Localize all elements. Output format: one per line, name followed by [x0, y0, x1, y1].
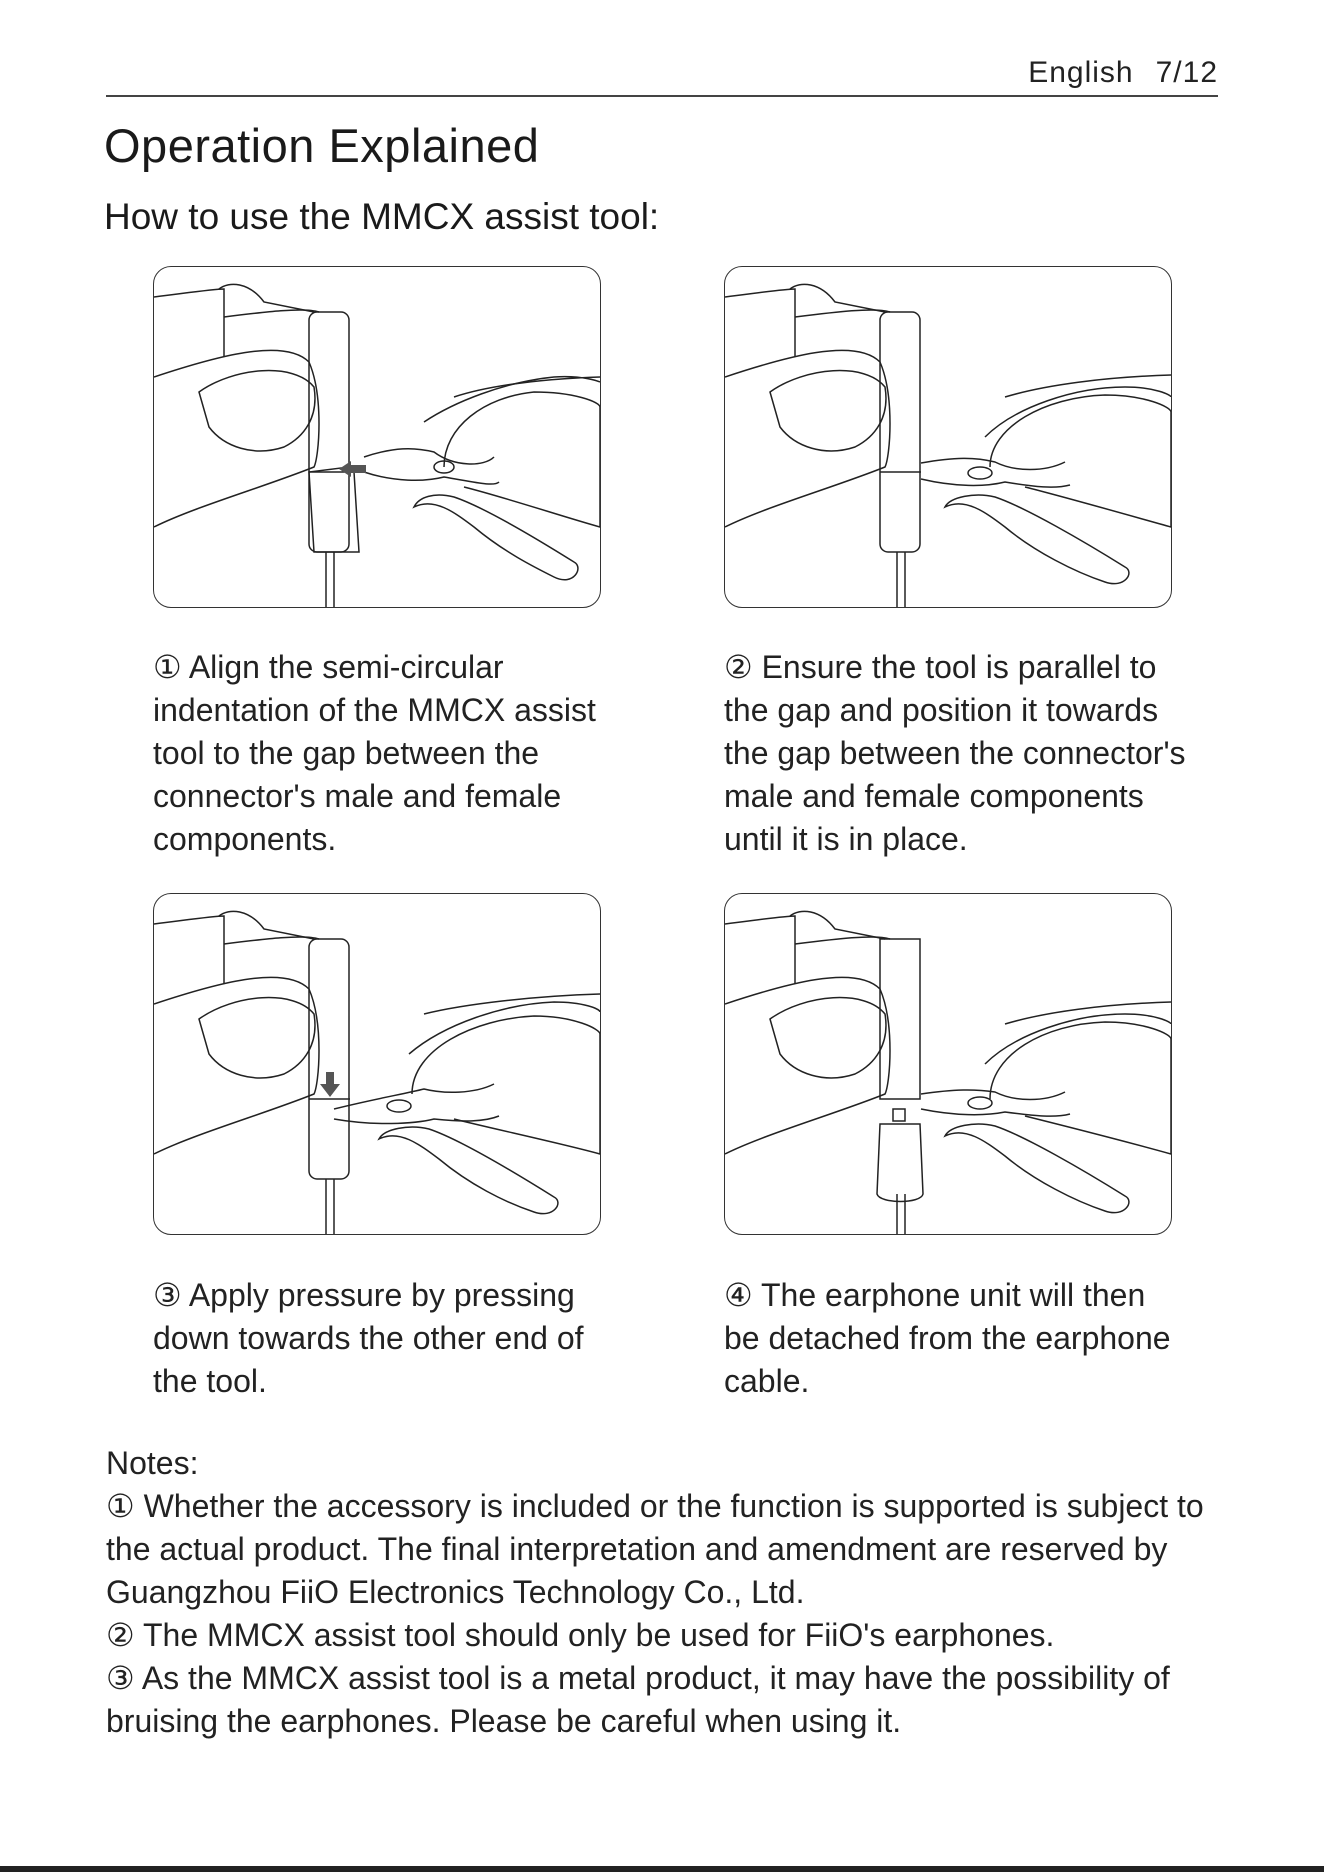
- step-3-illustration: [153, 893, 601, 1235]
- step-3-caption: ③ Apply pressure by pressing down towards the other end of the tool.: [153, 1277, 584, 1399]
- notes-section: [106, 1442, 1236, 1743]
- step-1-illustration: [153, 266, 601, 608]
- note-item: ③ As the MMCX assist tool is a metal product, it may have the possibility of bruising the earphones. Please be careful when using it.: [106, 1660, 1170, 1739]
- note-item: ① Whether the accessory is included or the function is supported is subject to the actual product. The final interpretation and amendment are reserved by Guangzhou FiiO Electronics Technology Co., Ltd.: [106, 1488, 1204, 1610]
- step-1-drawing: [154, 267, 600, 607]
- page-title: Operation Explained: [104, 119, 540, 172]
- header-rule: [106, 95, 1218, 97]
- step-1-caption: ① Align the semi-circular indentation of the MMCX assist tool to the gap between the connector's male and female components.: [153, 649, 596, 857]
- step-2-drawing: [725, 267, 1171, 607]
- page-number: 7/12: [1155, 56, 1218, 89]
- step-3-drawing: [154, 894, 600, 1234]
- language-label: English: [1028, 56, 1134, 89]
- step-4-drawing: [725, 894, 1171, 1234]
- page-bottom-edge: [0, 1866, 1324, 1872]
- step-2-illustration: [724, 266, 1172, 608]
- notes-heading: Notes:: [106, 1445, 199, 1481]
- step-4-caption: ④ The earphone unit will then be detached from the earphone cable.: [724, 1277, 1171, 1399]
- step-2-caption: ② Ensure the tool is parallel to the gap and position it towards the gap between the connector's male and female components until it is in place.: [724, 649, 1186, 857]
- step-4-illustration: [724, 893, 1172, 1235]
- section-subtitle: How to use the MMCX assist tool:: [104, 196, 660, 237]
- note-item: ② The MMCX assist tool should only be used for FiiO's earphones.: [106, 1617, 1055, 1653]
- page-header: [1028, 56, 1218, 90]
